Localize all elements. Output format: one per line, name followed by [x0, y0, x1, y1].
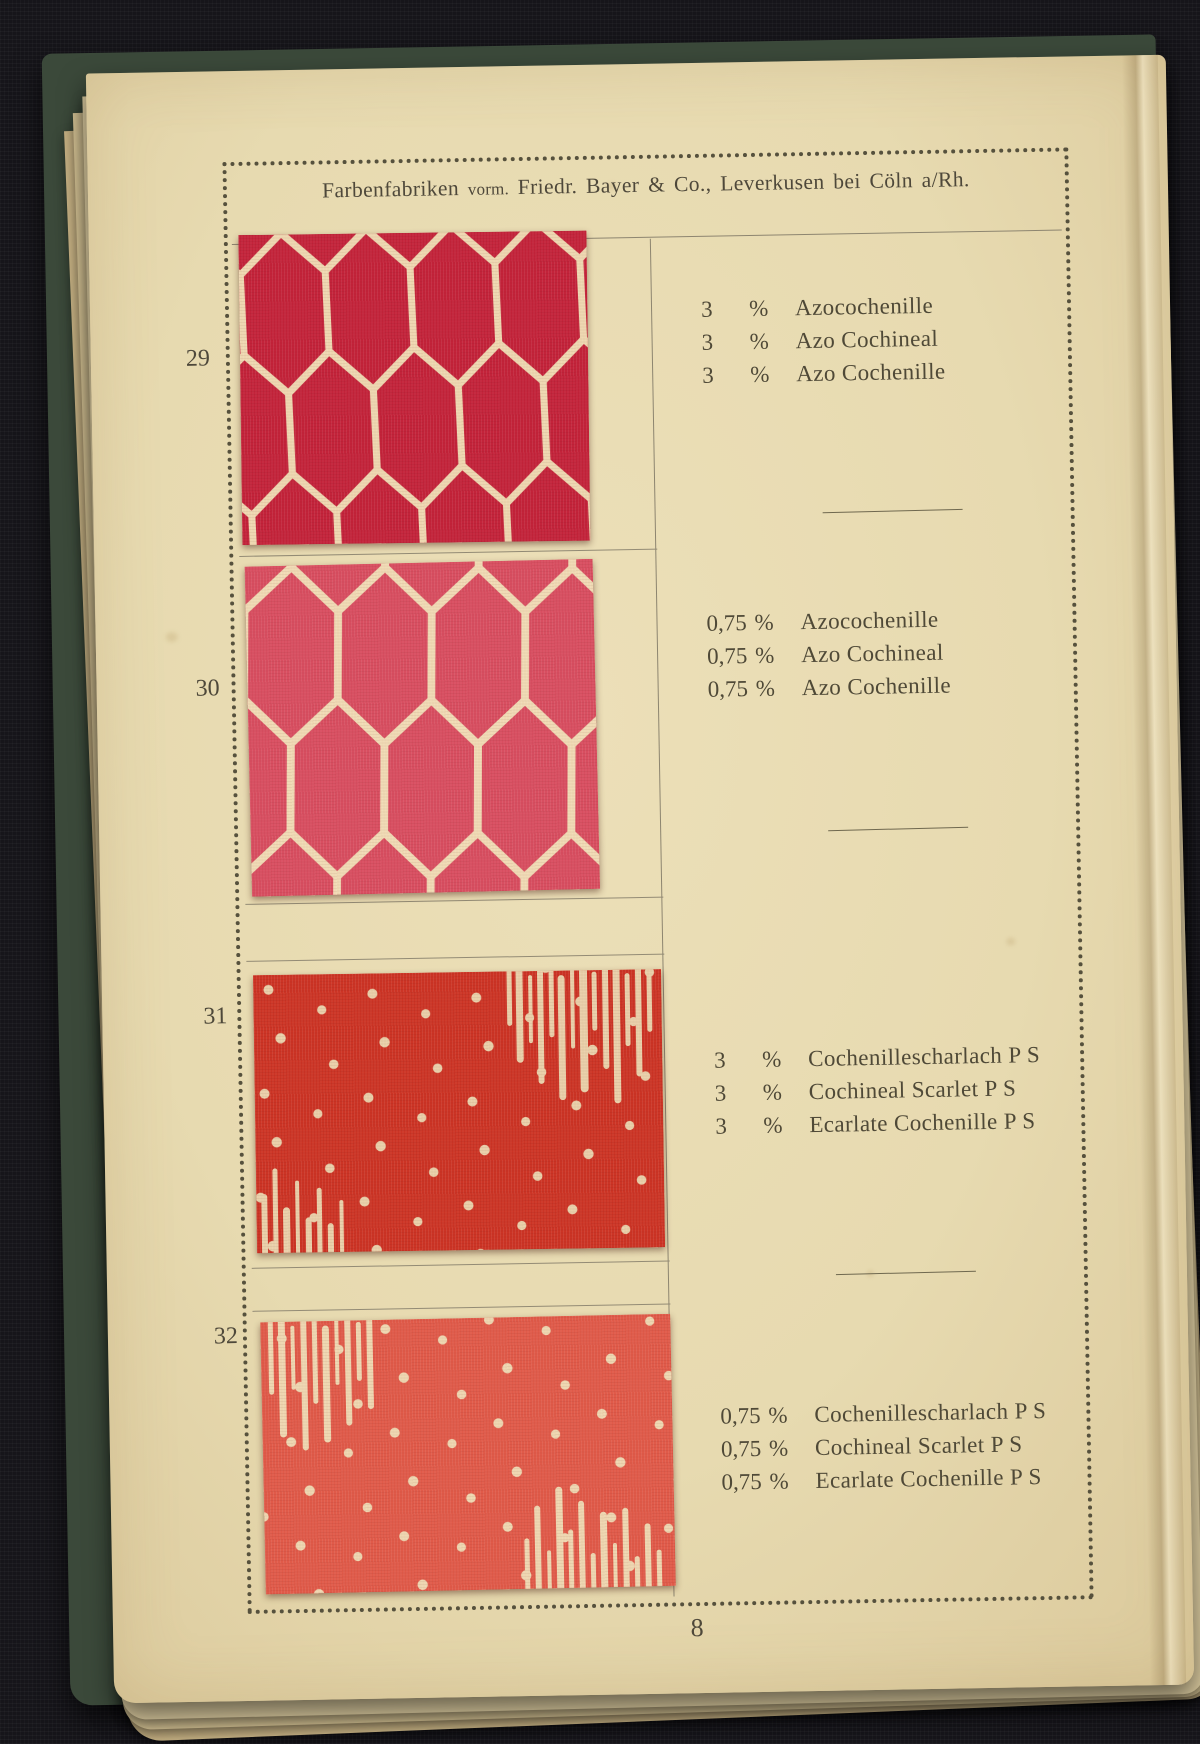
unit: % — [754, 642, 775, 668]
quantity: 0,75 — [706, 643, 748, 669]
unit: % — [755, 675, 776, 701]
quantity: 3 — [701, 329, 714, 355]
sample-32-labels — [720, 1398, 1048, 1503]
dye-name: Azo Cochenille — [795, 358, 946, 387]
section-rule — [239, 549, 657, 557]
group-divider-dash — [823, 509, 963, 513]
sample-29-labels — [701, 293, 946, 396]
label-line — [715, 1108, 1041, 1147]
unit: % — [763, 1112, 783, 1138]
sample-number-31: 31 — [203, 1003, 228, 1030]
unit: % — [754, 609, 774, 635]
dye-name: Azocochenille — [794, 292, 934, 321]
dye-name: Cochenillescharlach P S — [807, 1042, 1041, 1072]
quantity: 0,75 — [720, 1435, 762, 1462]
label-line — [721, 1464, 1047, 1503]
sample-number-29: 29 — [185, 345, 211, 372]
label-line — [707, 673, 951, 710]
sample-31-labels — [714, 1042, 1042, 1147]
unit: % — [768, 1435, 789, 1461]
paper-stain — [166, 632, 178, 642]
quantity: 3 — [713, 1047, 726, 1073]
fabric-swatch-32 — [260, 1314, 676, 1595]
dotted-border-frame — [222, 147, 1093, 1614]
quantity: 3 — [700, 296, 713, 322]
dye-name: Ecarlate Cochenille P S — [809, 1108, 1036, 1138]
quantity: 3 — [702, 362, 714, 388]
quantity: 0,75 — [721, 1468, 763, 1495]
quantity: 0,75 — [720, 1402, 761, 1429]
section-rule — [252, 1304, 670, 1312]
label-line — [701, 293, 945, 330]
page-fold-crease — [1122, 55, 1186, 1685]
dye-name: Azo Cochenille — [801, 672, 952, 701]
section-rule — [252, 1261, 670, 1269]
dye-name: Cochineal Scarlet P S — [814, 1431, 1023, 1461]
header-company-prefix: Farbenfabriken — [321, 176, 460, 203]
header-vorm: vorm. — [467, 179, 510, 199]
unit: % — [761, 1046, 782, 1072]
unit: % — [762, 1079, 783, 1105]
label-line — [707, 640, 951, 677]
sample-number-30: 30 — [195, 675, 220, 702]
dye-name: Cochineal Scarlet P S — [808, 1075, 1017, 1105]
group-divider-dash — [828, 827, 968, 831]
sample-30-labels — [706, 607, 951, 710]
label-line — [701, 326, 945, 363]
label-line — [706, 607, 950, 644]
quantity: 3 — [714, 1080, 727, 1106]
fabric-swatch-29 — [238, 231, 590, 546]
dye-name: Azo Cochineal — [795, 325, 939, 354]
unit: % — [768, 1402, 788, 1428]
group-divider-dash — [836, 1271, 976, 1275]
dye-name: Azo Cochineal — [800, 639, 944, 668]
dye-name: Cochenillescharlach P S — [814, 1397, 1047, 1428]
header-company-rest: Friedr. Bayer & Co., Leverkusen bei Cöln a/Rh. — [517, 167, 970, 200]
sample-number-32: 32 — [213, 1323, 239, 1350]
quantity: 0,75 — [707, 676, 749, 702]
fabric-swatch-31 — [253, 969, 665, 1253]
album-page — [86, 55, 1194, 1704]
unit: % — [749, 361, 770, 387]
dye-name: Azocochenille — [800, 606, 939, 635]
page-header — [227, 165, 1065, 205]
section-rule — [245, 897, 663, 905]
unit: % — [749, 328, 770, 355]
quantity: 0,75 — [706, 610, 748, 636]
quantity: 3 — [715, 1113, 728, 1139]
unit: % — [748, 295, 769, 322]
fabric-swatch-30 — [245, 559, 600, 897]
section-rule — [246, 954, 664, 962]
dye-name: Ecarlate Cochenille P S — [815, 1464, 1042, 1494]
page-number: 8 — [690, 1613, 704, 1643]
label-line — [702, 359, 946, 396]
unit: % — [769, 1468, 789, 1494]
